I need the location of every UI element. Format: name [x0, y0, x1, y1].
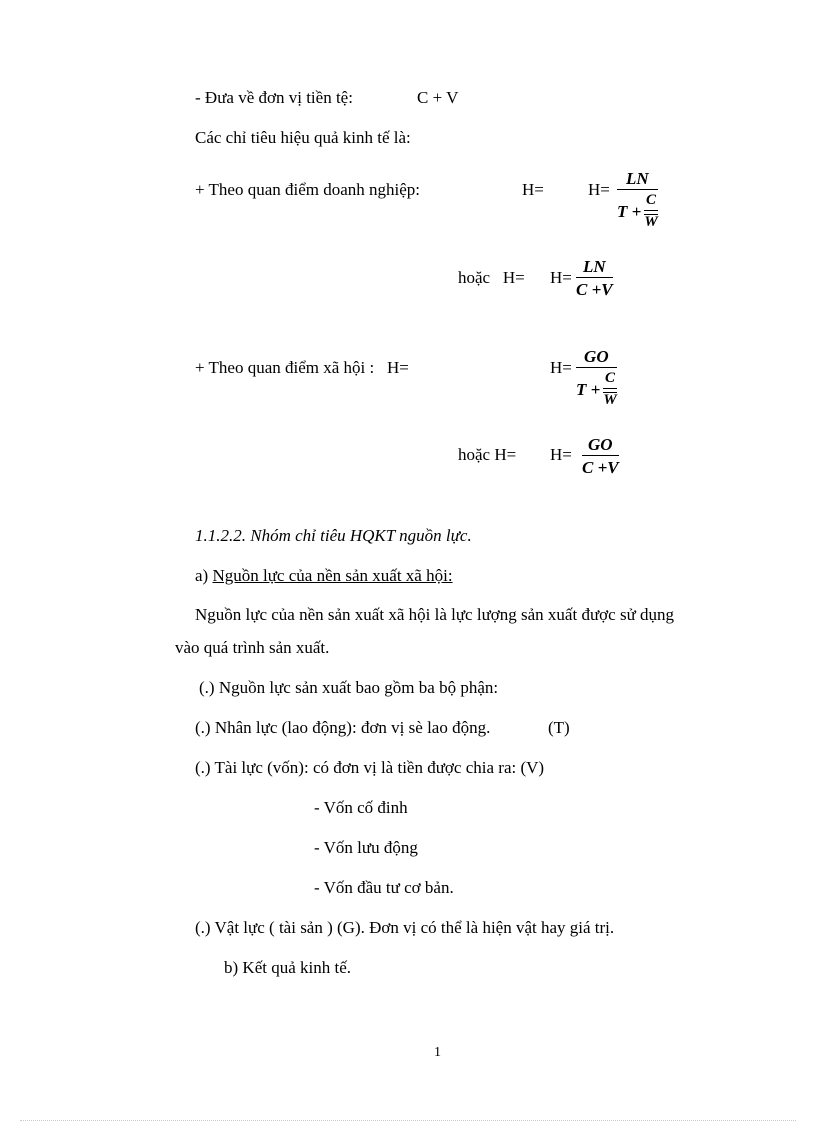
subsection-b: b) Kết quả kinh tế. — [224, 958, 351, 977]
dash-item-3: - Vốn đầu tư cơ bản. — [314, 878, 454, 897]
theo-xa-hoi: + Theo quan điểm xã hội : H= — [195, 358, 409, 377]
bullet-1: (.) Nguồn lực sản xuất bao gồm ba bộ phận: — [199, 678, 499, 697]
mini-fraction: C W — [644, 192, 658, 230]
subsection-a: a) Nguồn lực của nền sản xuất xã hội: — [195, 566, 453, 585]
formula-numerator: LN — [626, 169, 649, 188]
bullet-2-tag: (T) — [548, 718, 570, 737]
line-dua-ve-value: C + V — [417, 88, 459, 107]
formula-ln-over-t-plus-c-w — [617, 170, 658, 230]
hoac-2: hoặc H= — [458, 445, 517, 464]
page-number: 1 — [434, 1045, 441, 1060]
formula-denominator: C +V — [576, 280, 613, 299]
bullet-4: (.) Vật lực ( tài sản ) (G). Đơn vị có thể là hiện vật hay giá trị. — [195, 918, 615, 937]
formula-numerator: LN — [582, 257, 606, 276]
paragraph-line-1: Nguồn lực của nền sản xuất xã hội là lực lượng sản xuất được sử dụng — [195, 605, 675, 624]
page-bottom-border — [20, 1120, 796, 1121]
formula-denominator: T + C W — [576, 370, 617, 408]
hoac-1: hoặc H= — [458, 268, 525, 287]
mini-fraction: C W — [603, 370, 617, 408]
formula-go-over-t-plus-c-w — [576, 348, 617, 408]
bullet-2: (.) Nhân lực (lao động): đơn vị sè lao động. — [195, 718, 491, 737]
formula-ln-over-c-plus-v — [576, 258, 613, 298]
dash-item-2: - Vốn lưu động — [314, 838, 418, 857]
formula-numerator: GO — [588, 435, 613, 454]
dash-item-1: - Vốn cố đinh — [314, 798, 408, 817]
h-equals-2: H= — [588, 180, 610, 199]
bullet-3: (.) Tài lực (vốn): có đơn vị là tiền được chia ra: (V) — [195, 758, 545, 777]
theo-doanh-nghiep: + Theo quan điểm doanh nghiệp: — [195, 180, 421, 199]
h-equals-5: H= — [550, 445, 572, 464]
line-cac-chi-tieu: Các chỉ tiêu hiệu quả kinh tế là: — [195, 128, 411, 147]
h-equals-4: H= — [550, 358, 572, 377]
h-equals-3: H= — [550, 268, 572, 287]
h-equals-1: H= — [522, 180, 544, 199]
formula-go-over-c-plus-v — [582, 436, 619, 476]
line-dua-ve: - Đưa về đơn vị tiền tệ: — [195, 88, 353, 107]
paragraph-line-2: vào quá trình sản xuất. — [175, 638, 330, 657]
formula-denominator: T + C W — [617, 192, 658, 230]
formula-denominator: C +V — [582, 458, 619, 477]
formula-numerator: GO — [584, 347, 609, 366]
section-heading: 1.1.2.2. Nhóm chỉ tiêu HQKT nguồn lực. — [195, 526, 472, 545]
